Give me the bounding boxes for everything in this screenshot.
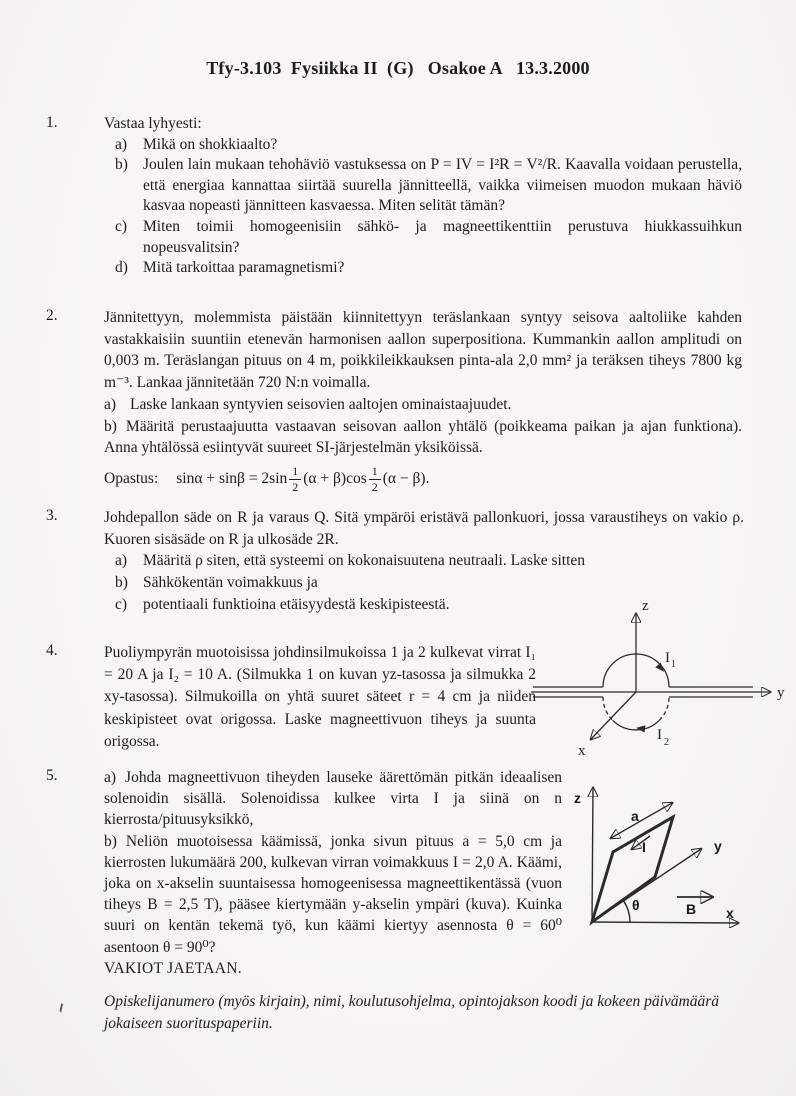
fraction: [289, 465, 301, 493]
item-text: Miten toimii homogeenisiin sähkö- ja magneettikenttiin perustuva hiukkassuihkun nopeusvalitsin?: [143, 217, 742, 256]
formula-segment: (α − β).: [382, 470, 430, 488]
question-intro: Johdepallon säde on R ja varaus Q. Sitä ympäröi eristävä pallonkuori, jossa varaustiheys on vakio ρ. Kuoren sisäsäde on R ja ulkosäde 2R.: [104, 509, 744, 548]
question-number: 4.: [46, 642, 58, 659]
fraction-denominator: 2: [371, 479, 378, 494]
list-item: [104, 135, 742, 156]
item-letter: a): [115, 135, 128, 153]
item-letter: c): [115, 217, 128, 235]
side-length-arrow: [611, 803, 672, 838]
item-text: Määritä perustaajuutta vastaavan seisovan aallon yhtälö (poikkeama paikan ja ajan funktiona). Anna yhtälössä esiintyvät suureet SI-järjestelmän yksiköissä.: [104, 417, 742, 457]
item-text: Laske lankaan syntyvien seisovien aaltojen ominaistaajuudet.: [130, 395, 512, 413]
x-axis-label: x: [578, 743, 586, 759]
paragraph-b: [104, 831, 562, 958]
coil-figure: [556, 772, 796, 950]
list-item: [104, 217, 742, 258]
loop2-arc-dashed: [603, 697, 613, 720]
question-2: [0, 307, 796, 493]
x-axis: [591, 692, 636, 739]
y-axis-label: y: [777, 685, 785, 701]
z-axis-label: z: [642, 598, 649, 614]
fraction-numerator: 1: [369, 465, 381, 480]
current-label: I: [642, 839, 646, 855]
formula-segment: (α + β)cos: [303, 470, 367, 488]
question-intro: Puoliympyrän muotoisissa johdinsilmukoissa 1 ja 2 kulkevat virrat I₁ = 20 A ja I₂ = 10 A. (Silmukka 1 on kuvan yz-tasossa ja silmukka 2 xy-tasossa). Silmukoilla on yhtä suuret säteet r = 4 cm ja niiden keskipisteet ovat origossa. Laske magneettivuon tiheys ja suunta origossa.: [104, 644, 536, 750]
theta-arc: [624, 901, 631, 922]
list-item: [104, 416, 742, 459]
fraction-denominator: 2: [292, 479, 299, 494]
item-text: Määritä ρ siten, että systeemi on kokonaisuutena neutraali. Laske sitten: [143, 552, 586, 570]
item-letter: a): [104, 395, 117, 413]
item-letter: d): [115, 259, 128, 277]
trig-identity-formula: [176, 465, 429, 493]
hint-line: [104, 465, 742, 493]
list-item: [104, 155, 742, 217]
question-number: 1.: [46, 114, 58, 131]
hint-label: Opastus:: [104, 470, 159, 488]
item-text: potentiaali funktioina etäisyydestä keskipisteestä.: [143, 595, 450, 613]
x-axis-label: x: [726, 905, 734, 921]
z-axis-label: z: [574, 790, 581, 806]
item-text: Mitä tarkoittaa paramagnetismi?: [143, 259, 345, 277]
instructions-note: Opiskelijanumero (myös kirjain), nimi, koulutusohjelma, opintojakson koodi ja kokeen päivämäärä jokaiseen suorituspaperiin.: [104, 993, 720, 1032]
current2-arrow-icon: [636, 724, 646, 732]
item-text: Johda magneettivuon tiheyden lauseke äärettömän pitkän ideaalisen solenoidin sisällä. Solenoidissa kulkee virta I ja siinä on n kierrosta/pituusyksikkö,: [104, 769, 562, 829]
list-item: [104, 258, 742, 279]
y-axis-label: y: [714, 838, 722, 854]
question-1: [0, 114, 796, 279]
item-letter: b): [115, 574, 128, 592]
list-item: [104, 394, 742, 416]
item-letter: b): [104, 832, 117, 850]
constants-note: VAKIOT JAETAAN.: [104, 960, 242, 977]
loop2-arc-dashed: [659, 697, 669, 720]
fraction: [369, 465, 381, 493]
loop2-arc: [613, 720, 660, 730]
formula-segment: sinα + sinβ = 2sin: [176, 470, 288, 488]
item-text: Mikä on shokkiaalto?: [143, 135, 278, 153]
item-letter: c): [115, 595, 128, 613]
z-axis: [592, 788, 593, 922]
item-text: Sähkökentän voimakkuus ja: [143, 574, 318, 592]
question-number: 2.: [46, 307, 58, 324]
page-title: Tfy-3.103 Fysiikka II (G) Osakoe A 13.3.2000: [206, 58, 590, 78]
current2-label: I: [657, 727, 662, 743]
item-letter: b): [104, 417, 117, 435]
scan-artifact-mark: [59, 1003, 67, 1013]
item-text: Joulen lain mukaan tehohäviö vastuksessa on P = IV = I²R = V²/R. Kaavalla voidaan perustella, että energiaa kannattaa siirtää suurella jännitteellä, vaikka viimeisen muodon mukaan häviö kasvaa nopeasti jännitteen kasvaessa. Miten selität tämän?: [143, 156, 742, 215]
item-letter: a): [104, 769, 117, 786]
item-letter: b): [115, 156, 128, 174]
question-number: 3.: [46, 507, 58, 524]
angle-label: θ: [632, 897, 640, 913]
current2-subscript: 2: [664, 737, 669, 748]
list-item: [104, 572, 744, 594]
question-intro: Vastaa lyhyesti:: [104, 115, 202, 132]
side-length-label: a: [631, 808, 639, 824]
fraction-numerator: 1: [289, 465, 301, 480]
question-number: 5.: [46, 767, 58, 784]
current1-label: I: [665, 650, 670, 666]
x-axis: [592, 922, 738, 923]
question-intro: Jännitettyyn, molemmista päistään kiinnitettyyn teräslankaan syntyy seisova aaltoliike kahden vastakkaisiin suuntiin etenevän harmonisen aallon superpositiona. Kummankin aallon amplitudi on 0,003 m. Teräslangan pituus on 4 m, poikkileikkauksen pinta-ala 2,0 mm² ja teräksen tiheys 7800 kg m⁻³. Lankaa jännitetään 720 N:n voimalla.: [104, 309, 742, 392]
item-letter: a): [115, 552, 128, 570]
list-item: [104, 550, 744, 572]
paragraph-a: [104, 767, 562, 831]
field-label: B: [686, 901, 697, 917]
semicircle-loops-figure: [521, 592, 793, 762]
item-text: Neliön muotoisessa käämissä, jonka sivun pituus a = 5,0 cm ja kierrosten lukumäärä 200, kulkevan virran voimakkuus I = 2,0 A. Käämi, joka on x-akselin suuntaisessa homogeenisessa magneettikentässä (vuon tiheys B = 2,5 T), pääsee kiertymään y-akselin ympäri (kuva). Kuinka suuri on kentän tekemä työ, kun käämi kiertyy asennosta θ = 60⁰ asentoon θ = 90⁰?: [104, 832, 562, 956]
current1-subscript: 1: [671, 659, 676, 670]
